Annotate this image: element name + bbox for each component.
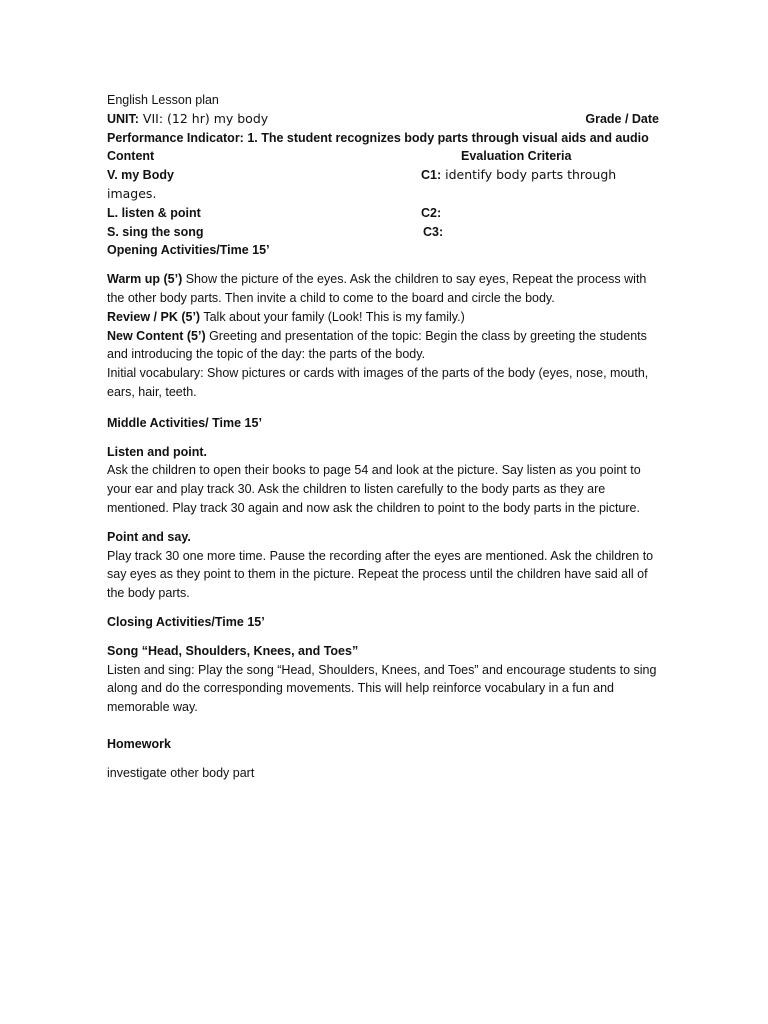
spacer (107, 402, 659, 414)
content-item-2: L. listen & point (107, 205, 201, 220)
header-row (107, 147, 659, 166)
spacer (107, 433, 659, 443)
unit-field (107, 110, 268, 129)
opening-heading: Opening Activities/Time 15’ (107, 243, 270, 258)
homework-text: investigate other body part (107, 765, 255, 780)
warmup-label: Warm up (5’) (107, 272, 183, 287)
listen-paragraph: Ask the children to open their books to page 54 and look at the picture. Say listen as you point to your ear and play track 30. Ask the children to listen carefully to the body parts as they are mentioned. Play track 30 again and now ask the children to point to the body parts in the picture. (107, 463, 641, 515)
evaluation-header: Evaluation Criteria (461, 149, 572, 164)
spacer (107, 603, 659, 613)
new-content-paragraph (107, 327, 659, 365)
listen-heading: Listen and point. (107, 444, 207, 459)
document-title: English Lesson plan (107, 93, 219, 107)
warmup-text: Show the picture of the eyes. Ask the children to say eyes, Repeat the process with the other body parts. Then invite a child to come to the board and circle the body. (107, 272, 647, 305)
criteria-row-2 (107, 204, 659, 223)
closing-heading: Closing Activities/Time 15’ (107, 614, 265, 629)
spacer (107, 260, 659, 270)
review-paragraph (107, 308, 659, 327)
content-item-3: S. sing the song (107, 224, 204, 239)
warmup-paragraph (107, 270, 659, 308)
review-text: Talk about your family (Look! This is my family.) (200, 309, 465, 324)
spacer (107, 717, 659, 735)
unit-text: VII: (12 hr) my body (138, 110, 269, 126)
content-item-1: V. my Body (107, 168, 174, 183)
song-heading: Song “Head, Shoulders, Knees, and Toes” (107, 643, 359, 658)
spacer (107, 632, 659, 642)
content-header: Content (107, 149, 155, 164)
song-paragraph: Listen and sing: Play the song “Head, Shoulders, Knees, and Toes” and encourage students to sing along and do the corresponding movements. This will help reinforce vocabulary in a fun and memorable way. (107, 662, 657, 715)
criteria-row-1 (107, 166, 659, 185)
review-label: Review / PK (5’) (107, 309, 201, 324)
criterion-1-label: C1: (421, 168, 442, 183)
point-paragraph: Play track 30 one more time. Pause the recording after the eyes are mentioned. Ask the children to say eyes as they point to them in the picture. Repeat the process until the children have said all of the body parts. (107, 548, 654, 601)
criterion-2-label: C2: (421, 205, 442, 220)
vocabulary-paragraph: Initial vocabulary: Show pictures or cards with images of the parts of the body (eyes, nose, mouth, ears, hair, teeth. (107, 366, 649, 399)
unit-label: UNIT: (107, 111, 139, 126)
criterion-1-wrap: images. (107, 185, 157, 201)
middle-heading: Middle Activities/ Time 15’ (107, 415, 262, 430)
performance-indicator: Performance Indicator: 1. The student recognizes body parts through visual aids and audio (107, 130, 649, 145)
unit-row (107, 110, 659, 129)
spacer (107, 518, 659, 528)
criteria-row-3 (107, 223, 659, 242)
new-content-text: Greeting and presentation of the topic: Begin the class by greeting the students and introducing the topic of the day: the parts of the body. (107, 328, 647, 362)
lesson-plan-body (107, 91, 659, 783)
criterion-1 (421, 166, 616, 185)
homework-heading: Homework (107, 736, 171, 751)
spacer (107, 754, 659, 764)
grade-date-label: Grade / Date (585, 111, 659, 126)
point-heading: Point and say. (107, 529, 191, 544)
new-content-label: New Content (5’) (107, 328, 206, 343)
criterion-1-text: identify body parts through (441, 167, 617, 183)
criterion-3-label: C3: (423, 224, 444, 239)
